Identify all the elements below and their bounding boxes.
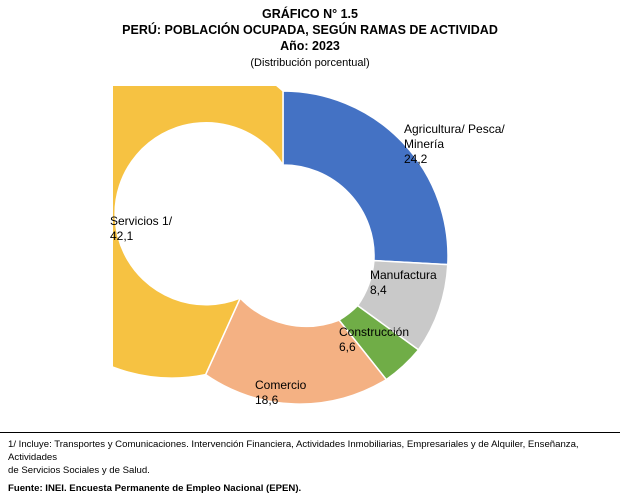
label-servicios [110,214,172,244]
source-note: Fuente: INEI. Encuesta Permanente de Empleo Nacional (EPEN). [8,483,302,494]
footnote-line-1: 1/ Incluye: Transportes y Comunicaciones. Intervención Financiera, Actividades Inmobiliarias, Empresariales y de Alquiler, Enseñanza, Actividades [8,439,579,463]
slice-agricultura [283,91,448,265]
label-comercio-name: Comercio [255,378,307,392]
label-servicios-value: 42,1 [110,229,134,243]
label-manufactura [370,268,437,298]
chart-title-block [0,6,620,71]
label-agricultura-name: Agricultura/ Pesca/ [404,122,505,136]
label-manufactura-value: 8,4 [370,283,387,297]
label-construccion-value: 6,6 [339,340,356,354]
donut-chart [113,86,453,426]
label-comercio-value: 18,6 [255,393,279,407]
label-agricultura-name2: Minería [404,137,445,151]
footer-divider [0,432,620,433]
label-comercio [255,378,306,408]
footnote-line-2: de Servicios Sociales y de Salud. [8,465,150,476]
donut-svg [113,86,453,426]
label-agricultura [404,122,505,167]
chart-year: Año: 2023 [280,39,340,53]
chart-subtitle: (Distribución porcentual) [250,57,370,69]
label-servicios-name: Servicios 1/ [110,214,173,228]
label-construccion [339,325,409,355]
chart-number: GRÁFICO N° 1.5 [262,7,358,21]
page-title: PERÚ: POBLACIÓN OCUPADA, SEGÚN RAMAS DE ACTIVIDAD [122,23,498,37]
label-manufactura-name: Manufactura [370,268,437,282]
footnotes-block [8,438,612,495]
label-agricultura-value: 24,2 [404,152,428,166]
label-construccion-name: Construcción [339,325,410,339]
